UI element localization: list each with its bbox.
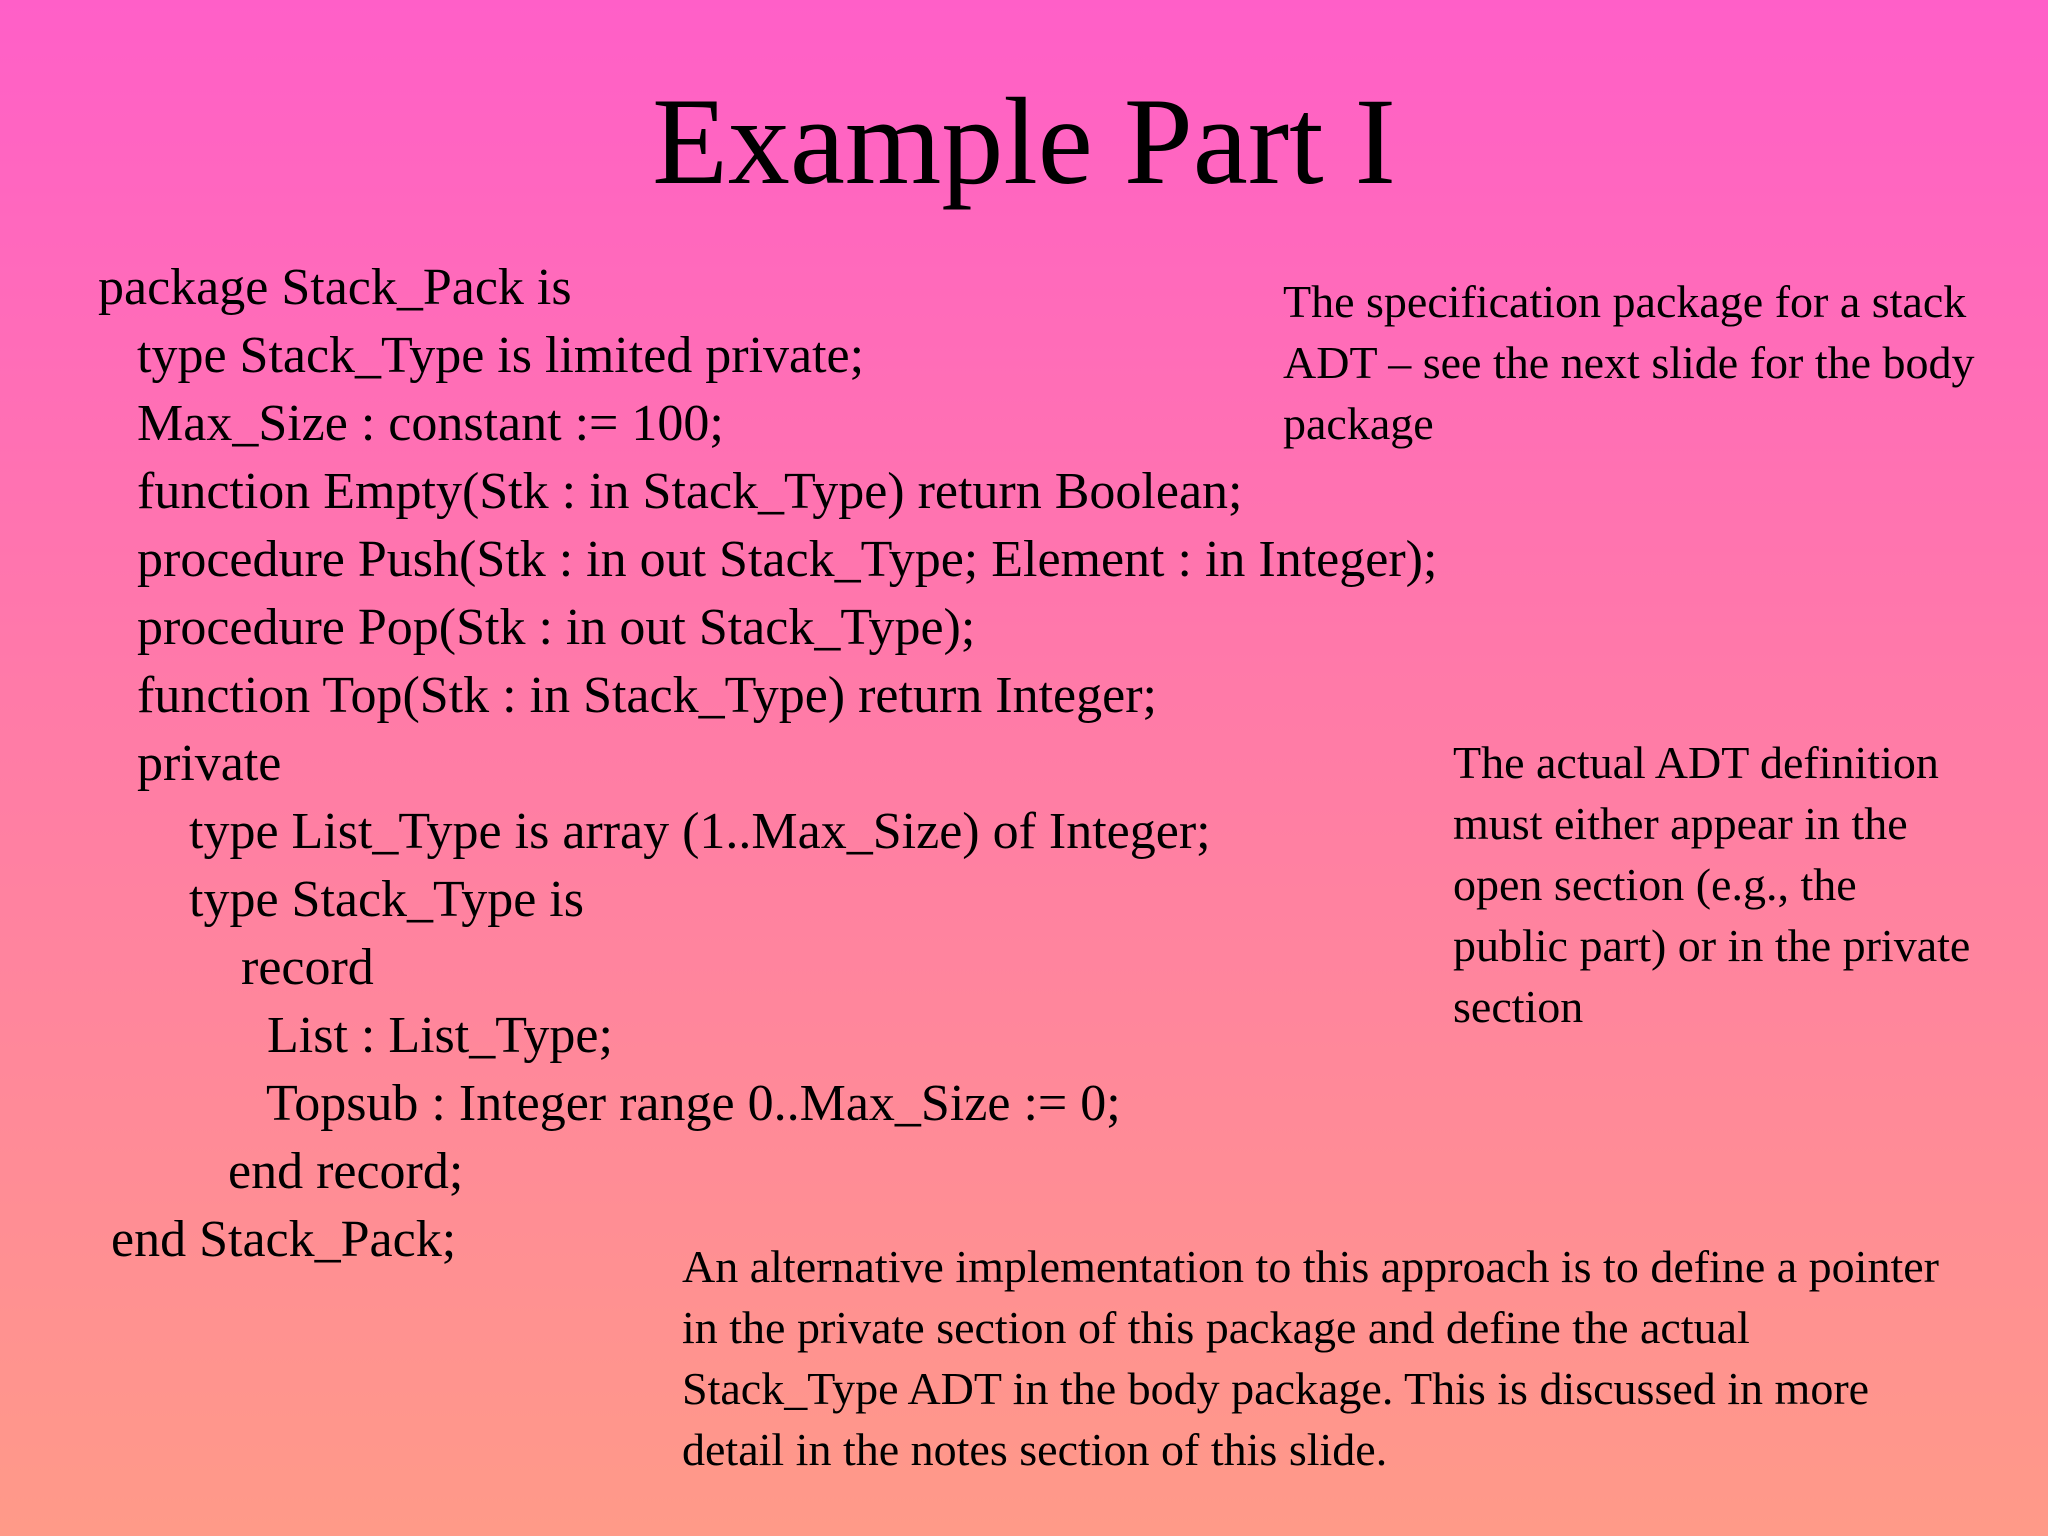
code-line: private <box>98 735 282 792</box>
code-line: record <box>98 939 374 996</box>
code-line: procedure Push(Stk : in out Stack_Type; Element : in Integer); <box>98 531 1438 588</box>
note-alternative-implementation: An alternative implementation to this approach is to define a pointer in the private section of this package and define the actual Stack_Type ADT in the body package. This is discussed in more detail in the notes section of this slide. <box>682 1241 1939 1475</box>
code-line: type List_Type is array (1..Max_Size) of Integer; <box>98 803 1211 860</box>
code-line: Max_Size : constant := 100; <box>98 395 724 452</box>
code-line: Topsub : Integer range 0..Max_Size := 0; <box>98 1075 1121 1132</box>
code-line: end Stack_Pack; <box>98 1211 457 1268</box>
code-line: type Stack_Type is limited private; <box>98 327 865 384</box>
code-line: List : List_Type; <box>98 1007 613 1064</box>
code-line: function Empty(Stk : in Stack_Type) return Boolean; <box>98 463 1243 520</box>
code-line: end record; <box>98 1143 464 1200</box>
code-line: package Stack_Pack is <box>98 259 572 316</box>
note-specification-package: The specification package for a stack ADT – see the next slide for the body package <box>1283 276 1975 449</box>
slide-title: Example Part I <box>652 73 1396 210</box>
code-line: procedure Pop(Stk : in out Stack_Type); <box>98 599 976 656</box>
code-line: function Top(Stk : in Stack_Type) return Integer; <box>98 667 1157 724</box>
note-adt-definition: The actual ADT definition must either appear in the open section (e.g., the public part) or in the private section <box>1453 737 1971 1032</box>
code-line: type Stack_Type is <box>98 871 584 928</box>
code-block <box>98 254 1437 1274</box>
